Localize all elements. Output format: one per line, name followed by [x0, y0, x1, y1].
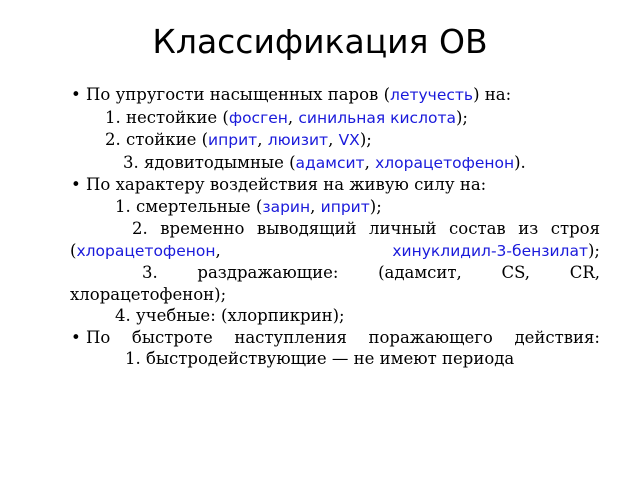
text: ); — [588, 240, 600, 260]
text: 2. временно выводящий личный состав из строя ( — [70, 219, 600, 260]
text: ); — [369, 196, 382, 216]
highlight-term: хлорацетофенон — [375, 153, 515, 172]
bullet-volatility — [70, 84, 600, 107]
list-item — [70, 196, 600, 219]
highlight-term: иприт — [208, 131, 258, 149]
text: , — [215, 240, 393, 260]
text: ); — [456, 107, 468, 127]
highlight-term: зарин — [262, 197, 311, 216]
page-title: Классификация ОВ — [152, 22, 488, 61]
text: 1. смертельные ( — [115, 196, 263, 216]
text: , — [364, 152, 376, 172]
text: ). — [514, 152, 526, 172]
highlight-term: VX — [338, 131, 360, 149]
list-item — [70, 107, 600, 130]
text: ) на: — [473, 85, 512, 104]
highlight-term: хинуклидил-3-бензилат — [392, 241, 588, 260]
text: , — [257, 130, 268, 149]
highlight-term: люизит — [267, 131, 329, 149]
highlight-term: синильная кислота — [298, 108, 456, 127]
highlight-term: фосген — [228, 108, 288, 127]
list-item — [70, 218, 600, 262]
text: 3. ядовитодымные ( — [123, 152, 296, 172]
highlight-term: хлорацетофенон — [76, 241, 216, 260]
highlight-term: адамсит — [295, 153, 365, 172]
text: , — [287, 107, 299, 127]
list-item — [70, 129, 600, 152]
text: 1. нестойкие ( — [105, 107, 229, 127]
list-item: 4. учебные: (хлорпикрин); — [115, 306, 345, 325]
list-item: 3. раздражающие: (адамсит, CS, CR, хлорацетофенон); — [70, 263, 600, 304]
text: , — [328, 130, 339, 149]
highlight-term: летучесть — [390, 86, 474, 104]
text: По упругости насыщенных паров ( — [86, 85, 391, 104]
list-item — [70, 152, 600, 175]
classification-list — [70, 84, 600, 370]
text: 2. стойкие ( — [105, 130, 209, 149]
highlight-term: иприт — [320, 197, 370, 216]
bullet-speed: • По быстроте наступления поражающего действия: — [70, 327, 600, 349]
list-item: 1. быстродействующие — не имеют периода — [125, 349, 515, 368]
text: ); — [359, 130, 372, 149]
bullet-effect: • По характеру воздействия на живую силу на: — [70, 174, 600, 196]
text: , — [310, 196, 321, 216]
